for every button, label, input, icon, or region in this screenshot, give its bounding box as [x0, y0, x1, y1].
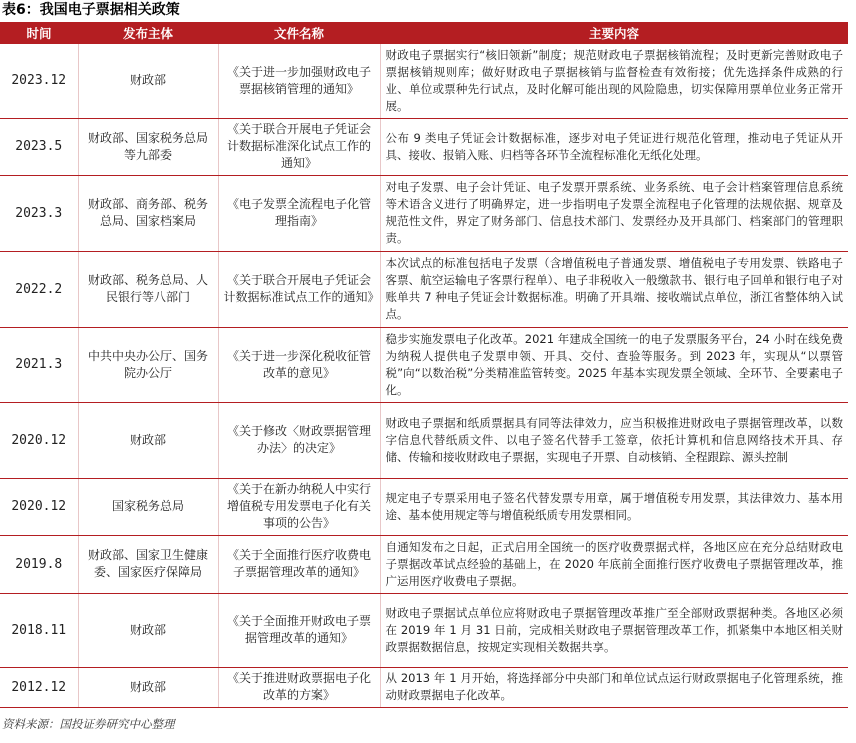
- row-time: 2020.12: [0, 478, 78, 535]
- source-note: 资料来源：国投证券研究中心整理: [2, 717, 175, 731]
- table-title: 表6：我国电子票据相关政策: [2, 2, 180, 18]
- row-content: 本次试点的标准包括电子发票（含增值税电子普通发票、增值税电子专用发票、铁路电子客票、航空运输电子客票行程单）、电子非税收入一般缴款书、银行电子回单和银行电子对账单共 7 种电子凭证会计数据标准。明确了开具端、接收端试点单位，浙江省整体纳入试点。: [380, 251, 848, 327]
- table-row: [0, 175, 848, 251]
- row-issuer: 财政部: [78, 667, 218, 707]
- row-time: 2023.5: [0, 118, 78, 175]
- row-file: 《关于联合开展电子凭证会计数据标准深化试点工作的通知》: [218, 118, 380, 175]
- row-issuer: 财政部、商务部、税务总局、国家档案局: [78, 175, 218, 251]
- row-file: 《电子发票全流程电子化管理指南》: [218, 175, 380, 251]
- row-file: 《关于修改〈财政票据管理办法〉的决定》: [218, 402, 380, 478]
- table-row: [0, 251, 848, 327]
- header-issuer: 发布主体: [78, 22, 218, 44]
- row-file: 《关于在新办纳税人中实行增值税专用发票电子化有关事项的公告》: [218, 478, 380, 535]
- table-row: [0, 478, 848, 535]
- row-issuer: 国家税务总局: [78, 478, 218, 535]
- row-file: 《关于进一步加强财政电子票据核销管理的通知》: [218, 44, 380, 118]
- row-content: 财政电子票据和纸质票据具有同等法律效力，应当积极推进财政电子票据管理改革，以数字信息代替纸质文件、以电子签名代替手工签章，依托计算机和信息网络技术开具、存储、传输和接收财政电子票据，实现电子开票、自动核销、全程跟踪、源头控制: [380, 402, 848, 478]
- table-row: [0, 535, 848, 593]
- table-row: [0, 327, 848, 402]
- row-file: 《关于全面推行医疗收费电子票据管理改革的通知》: [218, 535, 380, 593]
- row-time: 2023.12: [0, 44, 78, 118]
- row-content: 财政电子票据实行“核旧领新”制度；规范财政电子票据核销流程；及时更新完善财政电子票据核销规则库；做好财政电子票据核销与监督检查有效衔接；优先选择条件成熟的行业、单位或票种先行试点，及时化解可能出现的风险隐患，切实保障用票单位业务正常开展。: [380, 44, 848, 118]
- row-time: 2021.3: [0, 327, 78, 402]
- row-time: 2022.2: [0, 251, 78, 327]
- row-content: 对电子发票、电子会计凭证、电子发票开票系统、业务系统、电子会计档案管理信息系统等术语含义进行了明确界定，进一步指明电子发票全流程电子化管理的法规依据、规章及规范性文件，界定了财务部门、信息技术部门、发票经办及开具部门、档案部门的管理职责。: [380, 175, 848, 251]
- row-file: 《关于推进财政票据电子化改革的方案》: [218, 667, 380, 707]
- row-issuer: 财政部、税务总局、人民银行等八部门: [78, 251, 218, 327]
- row-content: 从 2013 年 1 月开始，将选择部分中央部门和单位试点运行财政票据电子化管理系统，推动财政票据电子化改革。: [380, 667, 848, 707]
- row-file: 《关于联合开展电子凭证会计数据标准试点工作的通知》: [218, 251, 380, 327]
- header-row: [0, 22, 848, 44]
- row-content: 稳步实施发票电子化改革。2021 年建成全国统一的电子发票服务平台，24 小时在线免费为纳税人提供电子发票申领、开具、交付、查验等服务。到 2023 年，实现从“以票管税”向“以数治税”分类精准监管转变。2025 年基本实现发票全领域、全环节、全要素电子化。: [380, 327, 848, 402]
- row-time: 2023.3: [0, 175, 78, 251]
- table-row: [0, 667, 848, 707]
- row-issuer: 财政部、国家税务总局等九部委: [78, 118, 218, 175]
- row-issuer: 中共中央办公厅、国务院办公厅: [78, 327, 218, 402]
- table-body: [0, 44, 848, 707]
- row-content: 自通知发布之日起，正式启用全国统一的医疗收费票据式样，各地区应在充分总结财政电子票据改革试点经验的基础上，在 2020 年底前全面推行医疗收费电子票据管理改革，推广运用医疗收费电子票据。: [380, 535, 848, 593]
- policy-table: [0, 22, 848, 708]
- row-issuer: 财政部: [78, 593, 218, 667]
- row-file: 《关于全面推开财政电子票据管理改革的通知》: [218, 593, 380, 667]
- header-time: 时间: [0, 22, 78, 44]
- row-content: 规定电子专票采用电子签名代替发票专用章，属于增值税专用发票，其法律效力、基本用途、基本使用规定等与增值税纸质专用发票相同。: [380, 478, 848, 535]
- row-issuer: 财政部: [78, 402, 218, 478]
- row-time: 2019.8: [0, 535, 78, 593]
- table-row: [0, 118, 848, 175]
- row-time: 2018.11: [0, 593, 78, 667]
- table-row: [0, 593, 848, 667]
- row-file: 《关于进一步深化税收征管改革的意见》: [218, 327, 380, 402]
- table-row: [0, 402, 848, 478]
- table-row: [0, 44, 848, 118]
- header-content: 主要内容: [380, 22, 848, 44]
- header-file: 文件名称: [218, 22, 380, 44]
- row-content: 财政电子票据试点单位应将财政电子票据管理改革推广至全部财政票据种类。各地区必须在 2019 年 1 月 31 日前，完成相关财政电子票据管理改革工作，抓紧集中本地区相关财政票据数据信息，按规定实现相关数据共享。: [380, 593, 848, 667]
- row-time: 2012.12: [0, 667, 78, 707]
- row-issuer: 财政部、国家卫生健康委、国家医疗保障局: [78, 535, 218, 593]
- row-time: 2020.12: [0, 402, 78, 478]
- row-content: 公布 9 类电子凭证会计数据标准，逐步对电子凭证进行规范化管理，推动电子凭证从开具、接收、报销入账、归档等各环节全流程标准化无纸化处理。: [380, 118, 848, 175]
- row-issuer: 财政部: [78, 44, 218, 118]
